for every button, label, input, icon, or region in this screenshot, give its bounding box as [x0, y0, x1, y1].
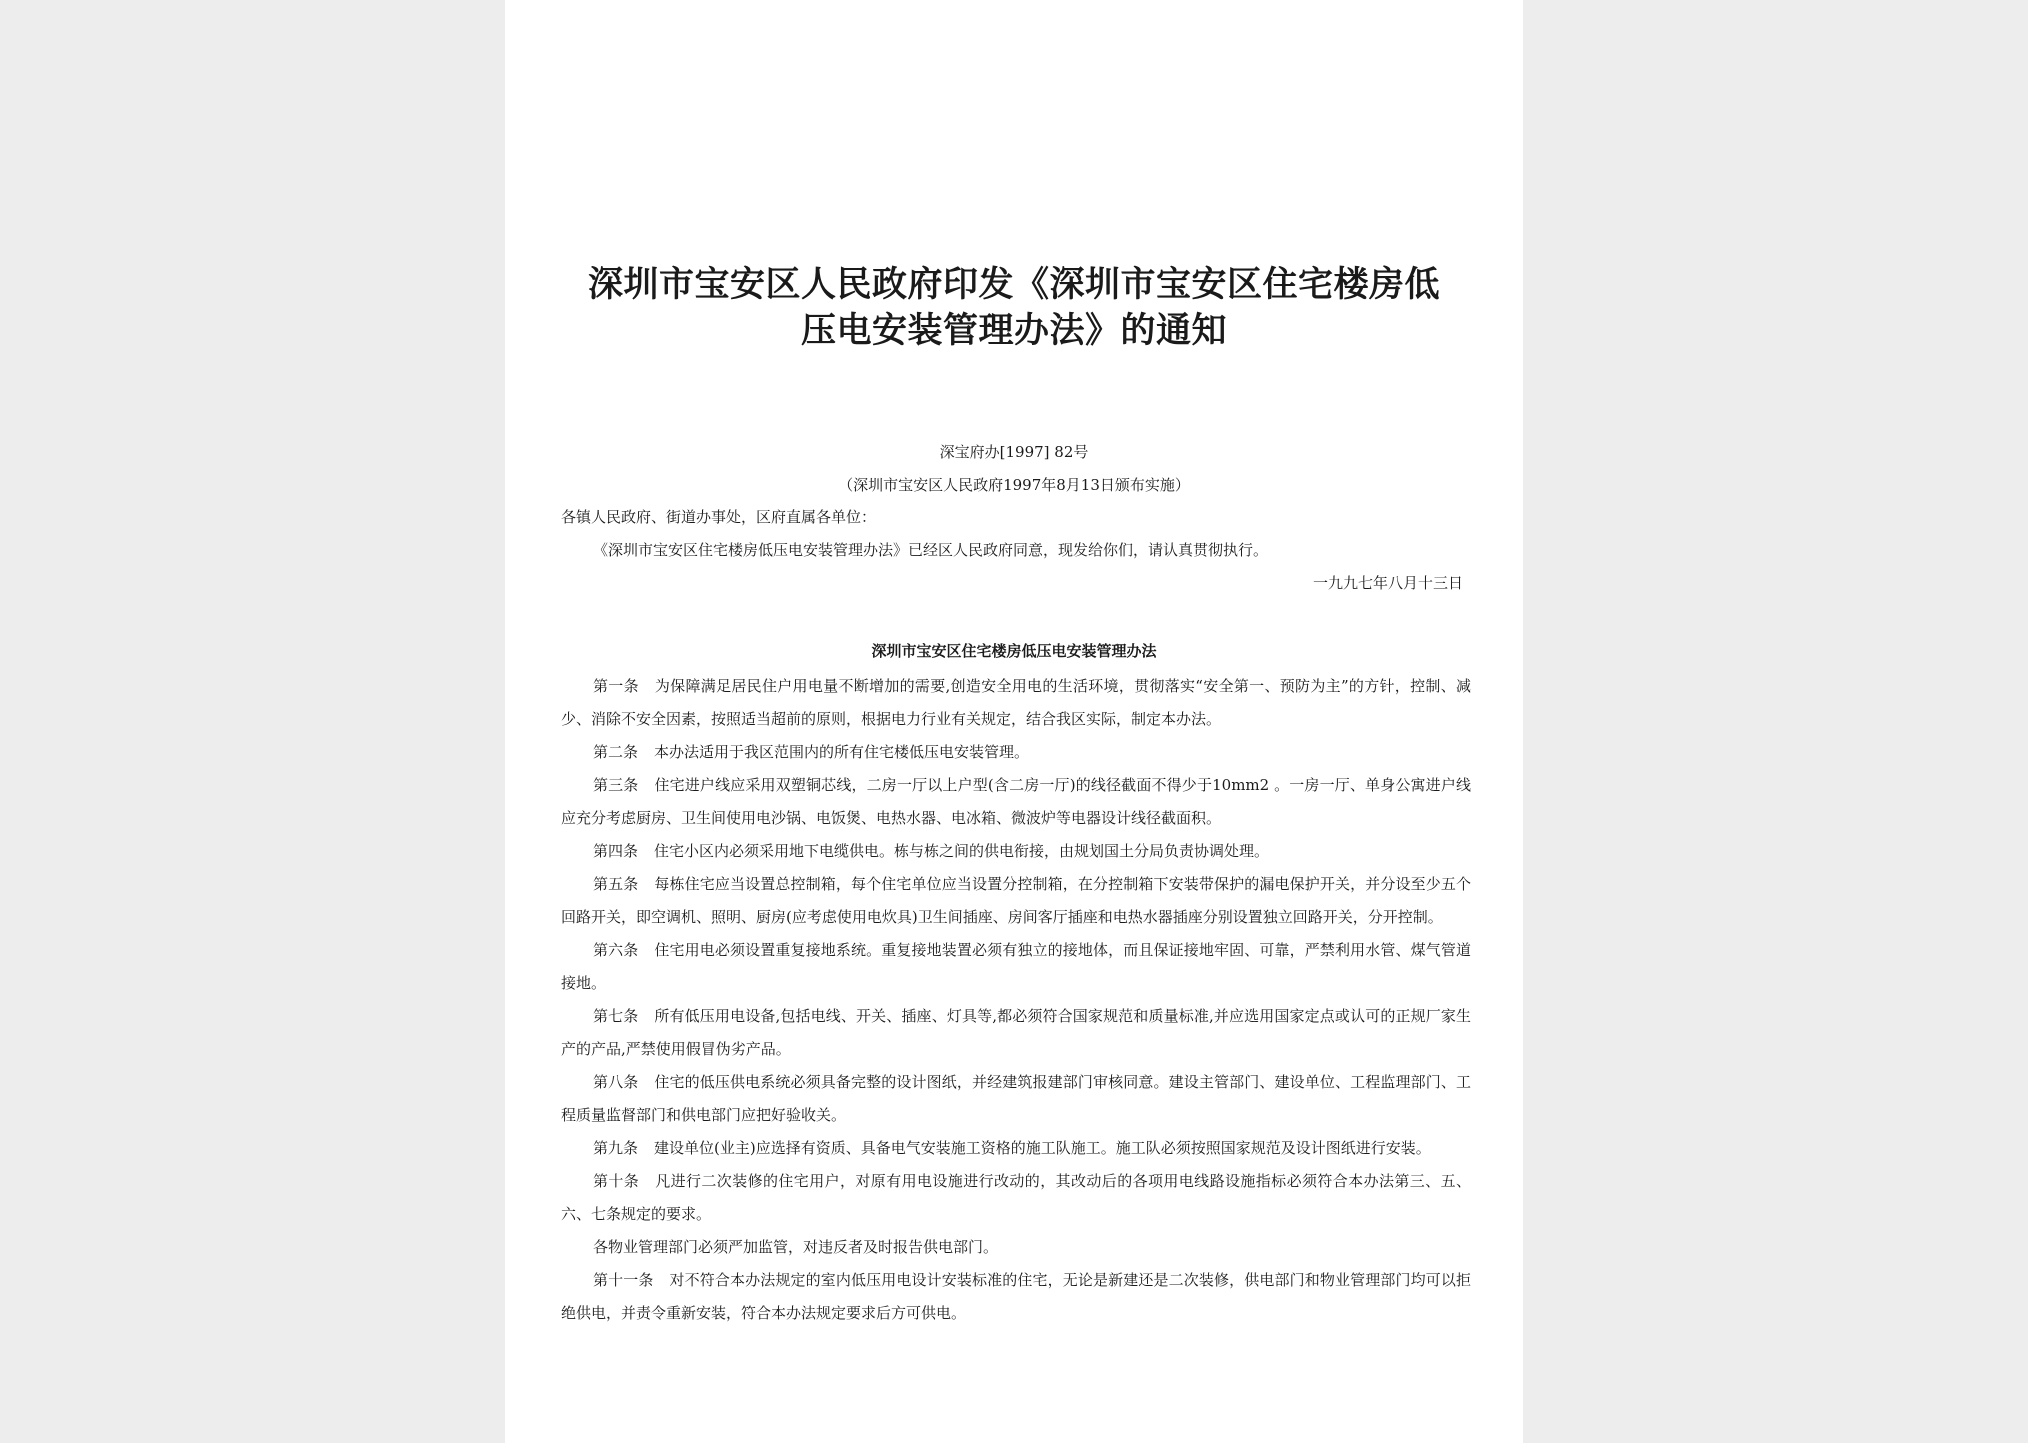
article-text: 所有低压用电设备,包括电线、开关、插座、灯具等,都必须符合国家规范和质量标准,并应选用国家定点或认可的正规厂家生产的产品,严禁使用假冒伪劣产品。	[561, 1007, 1471, 1058]
article-text: 对不符合本办法规定的室内低压用电设计安装标准的住宅，无论是新建还是二次装修，供电部门和物业管理部门均可以拒绝供电，并责令重新安装，符合本办法规定要求后方可供电。	[561, 1271, 1471, 1322]
article-label: 第六条	[593, 941, 639, 959]
article	[561, 670, 1471, 736]
article	[561, 736, 1471, 769]
article-label: 第四条	[593, 842, 639, 860]
title-line-2: 压电安装管理办法》的通知	[800, 310, 1227, 351]
title-line-1: 深圳市宝安区人民政府印发《深圳市宝安区住宅楼房低	[587, 264, 1440, 305]
issue-note: （深圳市宝安区人民政府1997年8月13日颁布实施）	[838, 476, 1190, 494]
document-page	[505, 0, 1523, 1443]
article-label: 第五条	[593, 875, 639, 893]
article-text: 为保障满足居民住户用电量不断增加的需要,创造安全用电的生活环境，贯彻落实“安全第一、预防为主”的方针，控制、减少、消除不安全因素，按照适当超前的原则，根据电力行业有关规定，结合我区实际，制定本办法。	[561, 677, 1471, 728]
article-label: 第二条	[593, 743, 639, 761]
page-title	[545, 262, 1483, 354]
recipients: 各镇人民政府、街道办事处，区府直属各单位：	[561, 508, 877, 526]
article	[561, 1132, 1471, 1165]
article-text: 每栋住宅应当设置总控制箱，每个住宅单位应当设置分控制箱，在分控制箱下安装带保护的漏电保护开关，并分设至少五个回路开关，即空调机、照明、厨房(应考虑使用电炊具)卫生间插座、房间客厅插座和电热水器插座分别设置独立回路开关，分开控制。	[561, 875, 1471, 926]
article-text: 本办法适用于我区范围内的所有住宅楼低压电安装管理。	[654, 743, 1030, 761]
article	[561, 1264, 1471, 1330]
article-text: 住宅用电必须设置重复接地系统。重复接地装置必须有独立的接地体，而且保证接地牢固、可靠，严禁利用水管、煤气管道接地。	[561, 941, 1471, 992]
article-text: 住宅进户线应采用双塑铜芯线，二房一厅以上户型(含二房一厅)的线径截面不得少于10mm2 。一房一厅、单身公寓进户线应充分考虑厨房、卫生间使用电沙锅、电饭煲、电热水器、电冰箱、微波炉等电器设计线径截面积。	[561, 776, 1471, 827]
article	[561, 835, 1471, 868]
articles-list	[561, 670, 1471, 1330]
article-label: 第七条	[593, 1007, 639, 1025]
article	[561, 1066, 1471, 1132]
article-label: 第十条	[593, 1172, 640, 1190]
regulation-title: 深圳市宝安区住宅楼房低压电安装管理办法	[871, 642, 1157, 660]
article-label: 第三条	[593, 776, 639, 794]
article-text: 各物业管理部门必须严加监管，对违反者及时报告供电部门。	[593, 1238, 999, 1256]
article-label: 第八条	[593, 1073, 639, 1091]
article	[561, 868, 1471, 934]
article-text: 住宅的低压供电系统必须具备完整的设计图纸，并经建筑报建部门审核同意。建设主管部门、建设单位、工程监理部门、工程质量监督部门和供电部门应把好验收关。	[561, 1073, 1471, 1124]
article	[561, 934, 1471, 1000]
document-number: 深宝府办[1997] 82号	[939, 443, 1089, 461]
issue-date: 一九九七年八月十三日	[1312, 574, 1463, 592]
article-label: 第十一条	[593, 1271, 654, 1289]
article-label: 第一条	[593, 677, 639, 695]
article	[561, 1165, 1471, 1231]
article	[561, 769, 1471, 835]
intro-paragraph: 《深圳市宝安区住宅楼房低压电安装管理办法》已经区人民政府同意，现发给你们，请认真贯彻执行。	[593, 541, 1269, 559]
article-supplement	[561, 1231, 1471, 1264]
article-text: 建设单位(业主)应选择有资质、具备电气安装施工资格的施工队施工。施工队必须按照国家规范及设计图纸进行安装。	[654, 1139, 1431, 1157]
article	[561, 1000, 1471, 1066]
article-label: 第九条	[593, 1139, 639, 1157]
article-text: 住宅小区内必须采用地下电缆供电。栋与栋之间的供电衔接，由规划国土分局负责协调处理。	[654, 842, 1270, 860]
article-text: 凡进行二次装修的住宅用户，对原有用电设施进行改动的，其改动后的各项用电线路设施指标必须符合本办法第三、五、六、七条规定的要求。	[561, 1172, 1471, 1223]
